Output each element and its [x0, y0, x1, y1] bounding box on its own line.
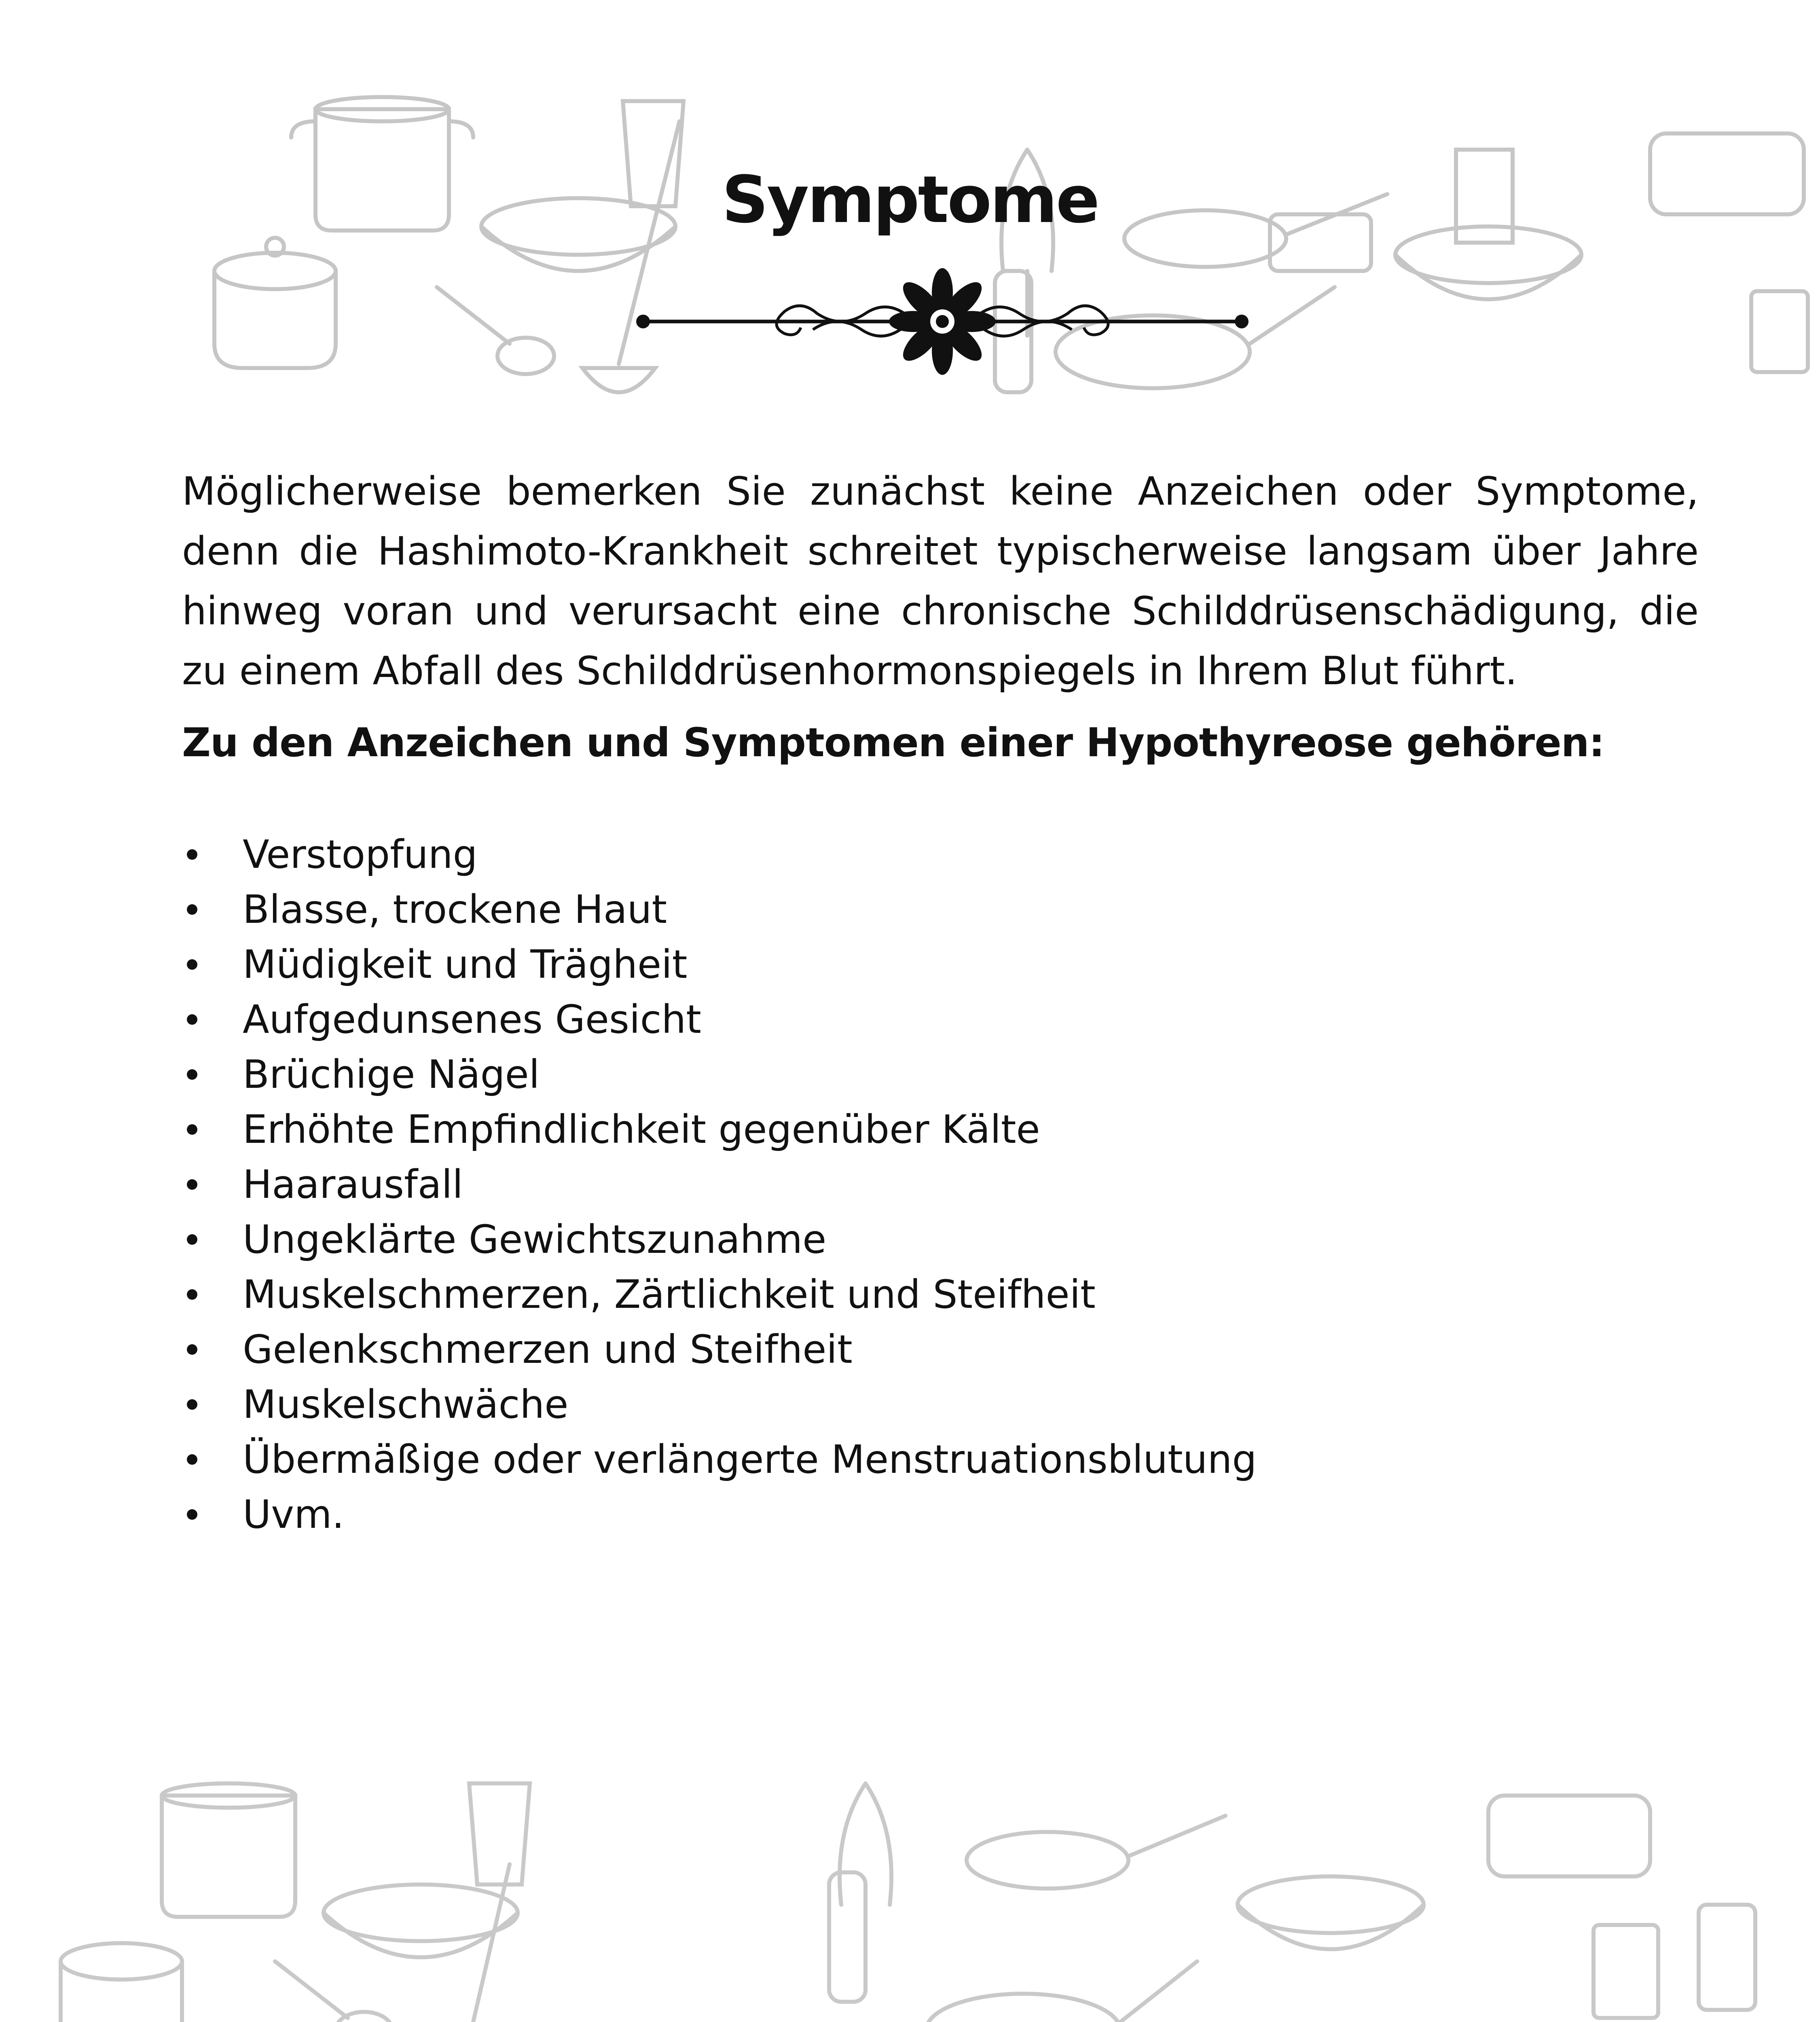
- list-item-text: Haarausfall: [243, 1162, 463, 1207]
- page-title: Symptome: [722, 162, 1098, 237]
- list-item: [182, 1432, 1257, 1487]
- list-item-text: Ungeklärte Gewichtszunahme: [243, 1217, 827, 1262]
- bullet-icon: [187, 1344, 197, 1355]
- list-item-text: Muskelschmerzen, Zärtlichkeit und Steifheit: [243, 1272, 1096, 1317]
- kitchen-utensils-illustration-bottom: [0, 1751, 1820, 2022]
- grater-icon: [1699, 1905, 1755, 2010]
- list-item-text: Muskelschwäche: [243, 1382, 569, 1427]
- frying-pan-icon: [967, 1816, 1225, 1889]
- slotted-spoon-icon: [275, 1961, 392, 2022]
- list-item: [182, 992, 1257, 1047]
- slotted-spoon-icon: [437, 287, 554, 374]
- list-item: [182, 1212, 1257, 1267]
- bullet-icon: [187, 904, 197, 915]
- list-item: [182, 1377, 1257, 1432]
- list-item: [182, 827, 1257, 882]
- lidded-pot-icon: [61, 1943, 182, 2022]
- bullet-icon: [187, 1014, 197, 1025]
- bullet-icon: [187, 1509, 197, 1520]
- colander-icon: [926, 1961, 1197, 2022]
- baking-ring-icon: [1488, 1796, 1650, 1876]
- list-item: [182, 1047, 1257, 1102]
- list-item: [182, 1102, 1257, 1157]
- calculator-icon: [1594, 1925, 1658, 2018]
- bullet-icon: [187, 849, 197, 860]
- lidded-pot-icon: [214, 238, 336, 368]
- list-item: [182, 937, 1257, 992]
- mixing-bowl-icon: [324, 1885, 518, 1957]
- bullet-icon: [187, 1234, 197, 1245]
- list-item: [182, 1322, 1257, 1377]
- list-item: [182, 1487, 1257, 1542]
- bullet-icon: [187, 1069, 197, 1080]
- bullet-icon: [187, 1124, 197, 1135]
- symptom-list: [182, 827, 1257, 1542]
- bowl-icon-right: [1395, 226, 1581, 299]
- list-item-text: Übermäßige oder verlängerte Menstruationsblutung: [243, 1437, 1257, 1482]
- list-item-text: Gelenkschmerzen und Steifheit: [243, 1327, 853, 1372]
- calculator-icon: [1751, 291, 1808, 372]
- bullet-icon: [187, 1399, 197, 1410]
- list-item-text: Aufgedunsenes Gesicht: [243, 997, 701, 1042]
- list-item-text: Uvm.: [243, 1492, 345, 1537]
- bullet-icon: [187, 1289, 197, 1300]
- measuring-glass-icon: [469, 1783, 530, 1885]
- bullet-icon: [187, 959, 197, 970]
- intro-paragraph: Möglicherweise bemerken Sie zunächst keine Anzeichen oder Symptome, denn die Hashimoto-Krankheit schreitet typischerweise langsam über Jahre hinweg voran und verursacht eine chronische Schilddrüsenschädigung, die zu einem Abfall des Schilddrüsenhormonspiegels in Ihrem Blut führt.: [182, 469, 1699, 694]
- list-item-text: Verstopfung: [243, 832, 478, 877]
- flower-ornament-divider-icon: [631, 263, 1254, 380]
- list-item: [182, 1267, 1257, 1322]
- bowl-icon-right: [1238, 1876, 1424, 1949]
- list-item-text: Blasse, trockene Haut: [243, 887, 667, 932]
- bullet-icon: [187, 1179, 197, 1190]
- list-item-text: Brüchige Nägel: [243, 1052, 540, 1097]
- list-item-text: Müdigkeit und Trägheit: [243, 942, 688, 987]
- symptom-list-heading: Zu den Anzeichen und Symptomen einer Hypothyreose gehören:: [182, 720, 1604, 766]
- list-item: [182, 882, 1257, 937]
- bullet-icon: [187, 1454, 197, 1465]
- list-item-text: Erhöhte Empfindlichkeit gegenüber Kälte: [243, 1107, 1040, 1152]
- rolling-pin-icon: [829, 1872, 866, 2002]
- list-item: [182, 1157, 1257, 1212]
- cooking-pot-icon: [162, 1783, 295, 1917]
